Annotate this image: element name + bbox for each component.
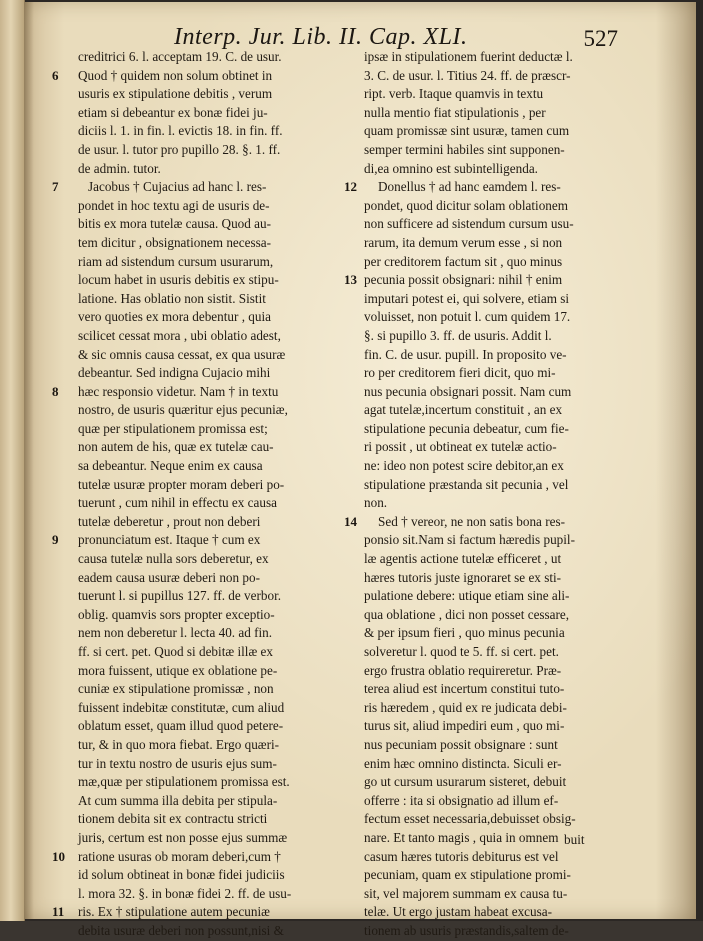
text-line bbox=[354, 290, 656, 309]
text-line bbox=[354, 197, 656, 216]
text-line bbox=[38, 643, 338, 662]
text-line bbox=[354, 606, 656, 625]
line-text: scilicet cessat mora , ubi oblatio adest, bbox=[78, 327, 281, 343]
text-line bbox=[354, 476, 656, 495]
line-text: pondet in hoc textu agi de usuris de- bbox=[78, 197, 270, 213]
text-line bbox=[38, 308, 338, 327]
line-text: tur, & in quo mora fiebat. Ergo quæri- bbox=[78, 736, 280, 752]
line-text: juris, certum est non posse ejus summæ bbox=[78, 829, 288, 845]
text-line bbox=[38, 531, 338, 550]
text-line bbox=[354, 122, 656, 141]
text-line bbox=[354, 810, 656, 829]
text-line bbox=[354, 662, 656, 681]
gutter-shadow bbox=[24, 2, 34, 919]
line-text: oblig. quamvis sors propter exceptio- bbox=[78, 606, 275, 622]
line-text: nus pecunia obsignari possit. Nam cum bbox=[364, 383, 572, 399]
line-text: di,ea omnino est subintelligenda. bbox=[364, 160, 538, 176]
text-line bbox=[38, 624, 338, 643]
text-line bbox=[38, 141, 338, 160]
text-line bbox=[354, 420, 656, 439]
text-line bbox=[354, 773, 656, 792]
line-text: nus pecuniam possit obsignare : sunt bbox=[364, 736, 558, 752]
margin-number: 10 bbox=[52, 848, 65, 864]
line-text: creditrici 6. l. acceptam 19. C. de usur. bbox=[78, 49, 282, 64]
line-text: casum hæres tutoris debiturus est vel bbox=[364, 848, 559, 864]
text-line bbox=[354, 587, 656, 606]
line-text: pondet, quod dicitur solam oblationem bbox=[364, 197, 569, 213]
line-text: id solum obtineat in bonæ fidei judiciis bbox=[78, 867, 285, 883]
text-line bbox=[38, 122, 338, 141]
line-text: læ agentis actione tutelæ efficeret , ut bbox=[364, 551, 562, 567]
line-text: fectum esset necessaria,debuisset obsig- bbox=[364, 811, 576, 827]
line-text: Quod † quidem non solum obtinet in bbox=[78, 67, 273, 83]
text-line bbox=[354, 680, 656, 699]
text-line bbox=[354, 736, 656, 755]
text-line bbox=[38, 160, 338, 179]
text-line bbox=[354, 48, 656, 67]
line-text: fin. C. de usur. pupill. In proposito ve- bbox=[364, 346, 567, 362]
text-line bbox=[354, 253, 656, 272]
line-text: ris hæredem , quid ex re judicata debi- bbox=[364, 699, 567, 715]
line-text: de usur. l. tutor pro pupillo 28. §. 1. ff. bbox=[78, 141, 281, 157]
line-text: stipulatione pecunia debeatur, cum fie- bbox=[364, 420, 569, 436]
line-text: bitis ex mora tutelæ causa. Quod au- bbox=[78, 216, 272, 232]
line-text: pronunciatum est. Itaque † cum ex bbox=[78, 532, 261, 548]
text-line bbox=[38, 699, 338, 718]
text-line bbox=[38, 178, 338, 197]
line-text: quam promissæ sint usuræ, tamen cum bbox=[364, 123, 570, 139]
text-line bbox=[38, 104, 338, 123]
line-text: non sufficere ad sistendum cursum usu- bbox=[364, 216, 574, 232]
running-head: Interp. Jur. Lib. II. Cap. XLI. bbox=[174, 24, 468, 50]
line-text: usuris ex stipulatione debitis , verum bbox=[78, 86, 273, 102]
text-line bbox=[344, 513, 656, 532]
line-text: tuerunt , cum nihil in effectu ex causa bbox=[78, 495, 277, 511]
line-text: At cum summa illa debita per stipula- bbox=[78, 792, 278, 808]
text-line bbox=[354, 848, 656, 867]
text-line bbox=[354, 401, 656, 420]
text-line bbox=[38, 234, 338, 253]
text-line bbox=[38, 346, 338, 365]
text-line bbox=[38, 903, 338, 922]
text-line bbox=[354, 308, 656, 327]
line-text: stipulatione præstanda sit pecunia , vel bbox=[364, 476, 569, 492]
text-line bbox=[38, 922, 338, 941]
line-text: pulatione debere: utique etiam sine ali- bbox=[364, 588, 570, 604]
line-text: cuniæ ex stipulatione promissæ , non bbox=[78, 681, 274, 697]
line-text: ergo frustra oblatio requireretur. Præ- bbox=[364, 662, 562, 678]
text-line bbox=[344, 271, 656, 290]
text-line bbox=[38, 550, 338, 569]
text-line bbox=[354, 327, 656, 346]
line-text: Sed † vereor, ne non satis bona res- bbox=[378, 513, 565, 529]
line-text: pecuniam, quam ex stipulatione promi- bbox=[364, 867, 571, 883]
left-column bbox=[38, 48, 338, 941]
line-text: vero quoties ex mora debentur , quia bbox=[78, 309, 271, 325]
text-line bbox=[344, 178, 656, 197]
text-line bbox=[354, 792, 656, 811]
text-line bbox=[38, 401, 338, 420]
line-text: etiam si debeantur ex bonæ fidei ju- bbox=[78, 104, 268, 120]
text-line bbox=[354, 215, 656, 234]
line-text: tutelæ usuræ propter moram deberi po- bbox=[78, 476, 285, 492]
text-line bbox=[354, 494, 656, 513]
text-line bbox=[38, 48, 338, 67]
line-text: rarum, ita demum verum esse , si non bbox=[364, 234, 563, 250]
line-text: ri possit , ut obtineat ex tutelæ actio- bbox=[364, 439, 557, 455]
line-text: go ut cursum usurarum sisteret, debuit bbox=[364, 774, 567, 790]
text-line bbox=[354, 364, 656, 383]
line-text: ro per creditorem fieri dicit, quo mi- bbox=[364, 365, 556, 381]
line-text: offerre : ita si obsignatio ad illum ef- bbox=[364, 792, 559, 808]
page-number: 527 bbox=[583, 26, 618, 51]
line-text: l. mora 32. §. in bonæ fidei 2. ff. de usu- bbox=[78, 885, 292, 901]
line-text: locum habet in usuris debitis ex stipu- bbox=[78, 272, 279, 288]
text-line bbox=[38, 420, 338, 439]
line-text: tuerunt l. si pupillus 127. ff. de verbor. bbox=[78, 588, 282, 604]
line-text: Donellus † ad hanc eamdem l. res- bbox=[378, 179, 561, 195]
line-text: turus sit, aliud impediri eum , quo mi- bbox=[364, 718, 565, 734]
text-line bbox=[38, 829, 338, 848]
text-line bbox=[38, 773, 338, 792]
text-line bbox=[354, 903, 656, 922]
line-text: hæc responsio videtur. Nam † in textu bbox=[78, 383, 279, 399]
line-text: tionem debita sit ex contractu stricti bbox=[78, 811, 268, 827]
margin-number: 12 bbox=[344, 179, 357, 195]
margin-number: 14 bbox=[344, 513, 357, 529]
text-line bbox=[354, 717, 656, 736]
text-line bbox=[38, 662, 338, 681]
line-text: non. bbox=[364, 495, 388, 511]
text-line bbox=[38, 848, 338, 867]
text-line bbox=[38, 736, 338, 755]
line-text: mora fuissent, utique ex oblatione pe- bbox=[78, 662, 278, 678]
line-text: fuissent indebitæ constitutæ, cum aliud bbox=[78, 699, 285, 715]
line-text: semper termini habiles sint supponen- bbox=[364, 141, 565, 157]
line-text: debita usuræ deberi non possunt,nisi & bbox=[78, 922, 284, 938]
text-line bbox=[38, 587, 338, 606]
text-line bbox=[38, 866, 338, 885]
text-line bbox=[38, 67, 338, 86]
line-text: riam ad sistendum cursum usurarum, bbox=[78, 253, 274, 269]
text-line bbox=[38, 810, 338, 829]
line-text: telæ. Ut ergo justam habeat excusa- bbox=[364, 904, 552, 920]
line-text: tutelæ deberetur , prout non deberi bbox=[78, 513, 261, 529]
text-line bbox=[354, 160, 656, 179]
text-line bbox=[38, 215, 338, 234]
line-text: nem non deberetur l. lecta 40. ad fin. bbox=[78, 625, 273, 641]
margin-number: 13 bbox=[344, 272, 357, 288]
margin-number: 7 bbox=[52, 179, 59, 195]
line-text: imputari potest ei, qui solvere, etiam si bbox=[364, 290, 570, 306]
text-line bbox=[38, 290, 338, 309]
line-text: & sic omnis causa cessat, ex qua usuræ bbox=[78, 346, 286, 362]
text-line bbox=[354, 550, 656, 569]
text-line bbox=[354, 755, 656, 774]
line-text: Jacobus † Cujacius ad hanc l. res- bbox=[88, 179, 267, 195]
line-text: & per ipsum fieri , quo minus pecunia bbox=[364, 625, 565, 641]
text-line bbox=[38, 494, 338, 513]
text-line bbox=[38, 438, 338, 457]
line-text: latione. Has oblatio non sistit. Sistit bbox=[78, 290, 266, 306]
text-line bbox=[38, 253, 338, 272]
text-line bbox=[354, 234, 656, 253]
text-line bbox=[354, 67, 656, 86]
text-line bbox=[354, 141, 656, 160]
text-line bbox=[354, 569, 656, 588]
right-column bbox=[344, 48, 656, 941]
line-text: eadem causa usuræ deberi non po- bbox=[78, 569, 260, 585]
line-text: nare. Et tanto magis , quia in omnem bbox=[364, 829, 559, 845]
text-line bbox=[38, 383, 338, 402]
text-line bbox=[354, 885, 656, 904]
line-text: quæ per stipulationem promissa est; bbox=[78, 420, 268, 436]
line-text: ript. verb. Itaque quamvis in textu bbox=[364, 86, 544, 102]
text-line bbox=[38, 569, 338, 588]
text-line bbox=[354, 922, 656, 941]
catchword: buit bbox=[564, 832, 585, 847]
line-text: voluisset, non potuit l. cum quidem 17. bbox=[364, 309, 571, 325]
text-line bbox=[354, 643, 656, 662]
line-text: solveretur l. quod te 5. ff. si cert. pet. bbox=[364, 644, 559, 659]
text-line bbox=[38, 792, 338, 811]
text-line bbox=[354, 346, 656, 365]
previous-page-edge bbox=[0, 0, 25, 921]
line-text: tur in textu nostro de usuris ejus sum- bbox=[78, 755, 277, 771]
text-line bbox=[354, 85, 656, 104]
line-text: 3. C. de usur. l. Titius 24. ff. de præscr- bbox=[364, 67, 571, 83]
line-text: ff. si cert. pet. Quod si debitæ illæ ex bbox=[78, 644, 273, 659]
line-text: oblatum esset, quam illud quod petere- bbox=[78, 718, 284, 734]
text-line bbox=[38, 197, 338, 216]
line-text: per creditorem factum sit , quo minus bbox=[364, 253, 563, 269]
text-line bbox=[354, 699, 656, 718]
line-text: diciis l. 1. in fin. l. evictis 18. in fin. ff. bbox=[78, 123, 283, 139]
margin-number: 8 bbox=[52, 383, 59, 399]
text-line bbox=[38, 885, 338, 904]
line-text: agat tutelæ,incertum constituit , an ex bbox=[364, 402, 563, 418]
margin-number: 11 bbox=[52, 904, 65, 920]
line-text: nostro, de usuris quæritur ejus pecuniæ, bbox=[78, 402, 288, 418]
text-line bbox=[354, 531, 656, 550]
line-text: §. si pupillo 3. ff. de usuris. Addit l. bbox=[364, 327, 552, 343]
line-text: nulla mentio fiat stipulationis , per bbox=[364, 104, 546, 120]
line-text: mæ,quæ per stipulationem promissa est. bbox=[78, 774, 290, 790]
line-text: ris. Ex † stipulatione autem pecuniæ bbox=[78, 904, 270, 920]
line-text: debeantur. Sed indigna Cujacio mihi bbox=[78, 365, 271, 381]
line-text: ratione usuras ob moram deberi,cum † bbox=[78, 848, 281, 864]
text-line bbox=[38, 606, 338, 625]
line-text: pecunia possit obsignari: nihil † enim bbox=[364, 272, 563, 288]
text-line bbox=[354, 624, 656, 643]
text-line bbox=[38, 680, 338, 699]
text-line bbox=[38, 476, 338, 495]
line-text: tionem ab usuris præstandis,saltem de- bbox=[364, 922, 569, 938]
book-page bbox=[24, 2, 696, 938]
line-text: tem dicitur , obsignationem necessa- bbox=[78, 234, 271, 250]
text-line bbox=[354, 104, 656, 123]
text-line bbox=[354, 438, 656, 457]
text-line bbox=[38, 85, 338, 104]
text-line bbox=[38, 364, 338, 383]
line-text: hæres tutoris juste ignoraret se ex sti- bbox=[364, 569, 562, 585]
line-text: de admin. tutor. bbox=[78, 160, 161, 176]
line-text: ne: ideo non potest scire debitor,an ex bbox=[364, 458, 564, 474]
line-text: ipsæ in stipulationem fuerint deductæ l. bbox=[364, 49, 573, 64]
line-text: sit, vel majorem summam ex causa tu- bbox=[364, 885, 568, 901]
text-line bbox=[38, 327, 338, 346]
text-line bbox=[38, 513, 338, 532]
text-line bbox=[38, 271, 338, 290]
text-line bbox=[38, 717, 338, 736]
line-text: terea aliud est incertum constitui tuto- bbox=[364, 681, 565, 697]
line-text: non autem de his, quæ ex tutelæ cau- bbox=[78, 439, 274, 455]
text-line bbox=[354, 866, 656, 885]
line-text: sa debeantur. Neque enim ex causa bbox=[78, 458, 263, 474]
line-text: ponsio sit.Nam si factum hæredis pupil- bbox=[364, 532, 575, 548]
text-line bbox=[354, 383, 656, 402]
margin-number: 6 bbox=[52, 67, 59, 83]
text-line bbox=[38, 755, 338, 774]
line-text: qua oblatione , dici non posset cessare, bbox=[364, 606, 570, 622]
text-line bbox=[354, 457, 656, 476]
text-line bbox=[38, 457, 338, 476]
line-text: causa tutelæ nulla sors deberetur, ex bbox=[78, 551, 269, 567]
margin-number: 9 bbox=[52, 532, 59, 548]
line-text: enim hæc omnino distincta. Siculi er- bbox=[364, 755, 562, 771]
